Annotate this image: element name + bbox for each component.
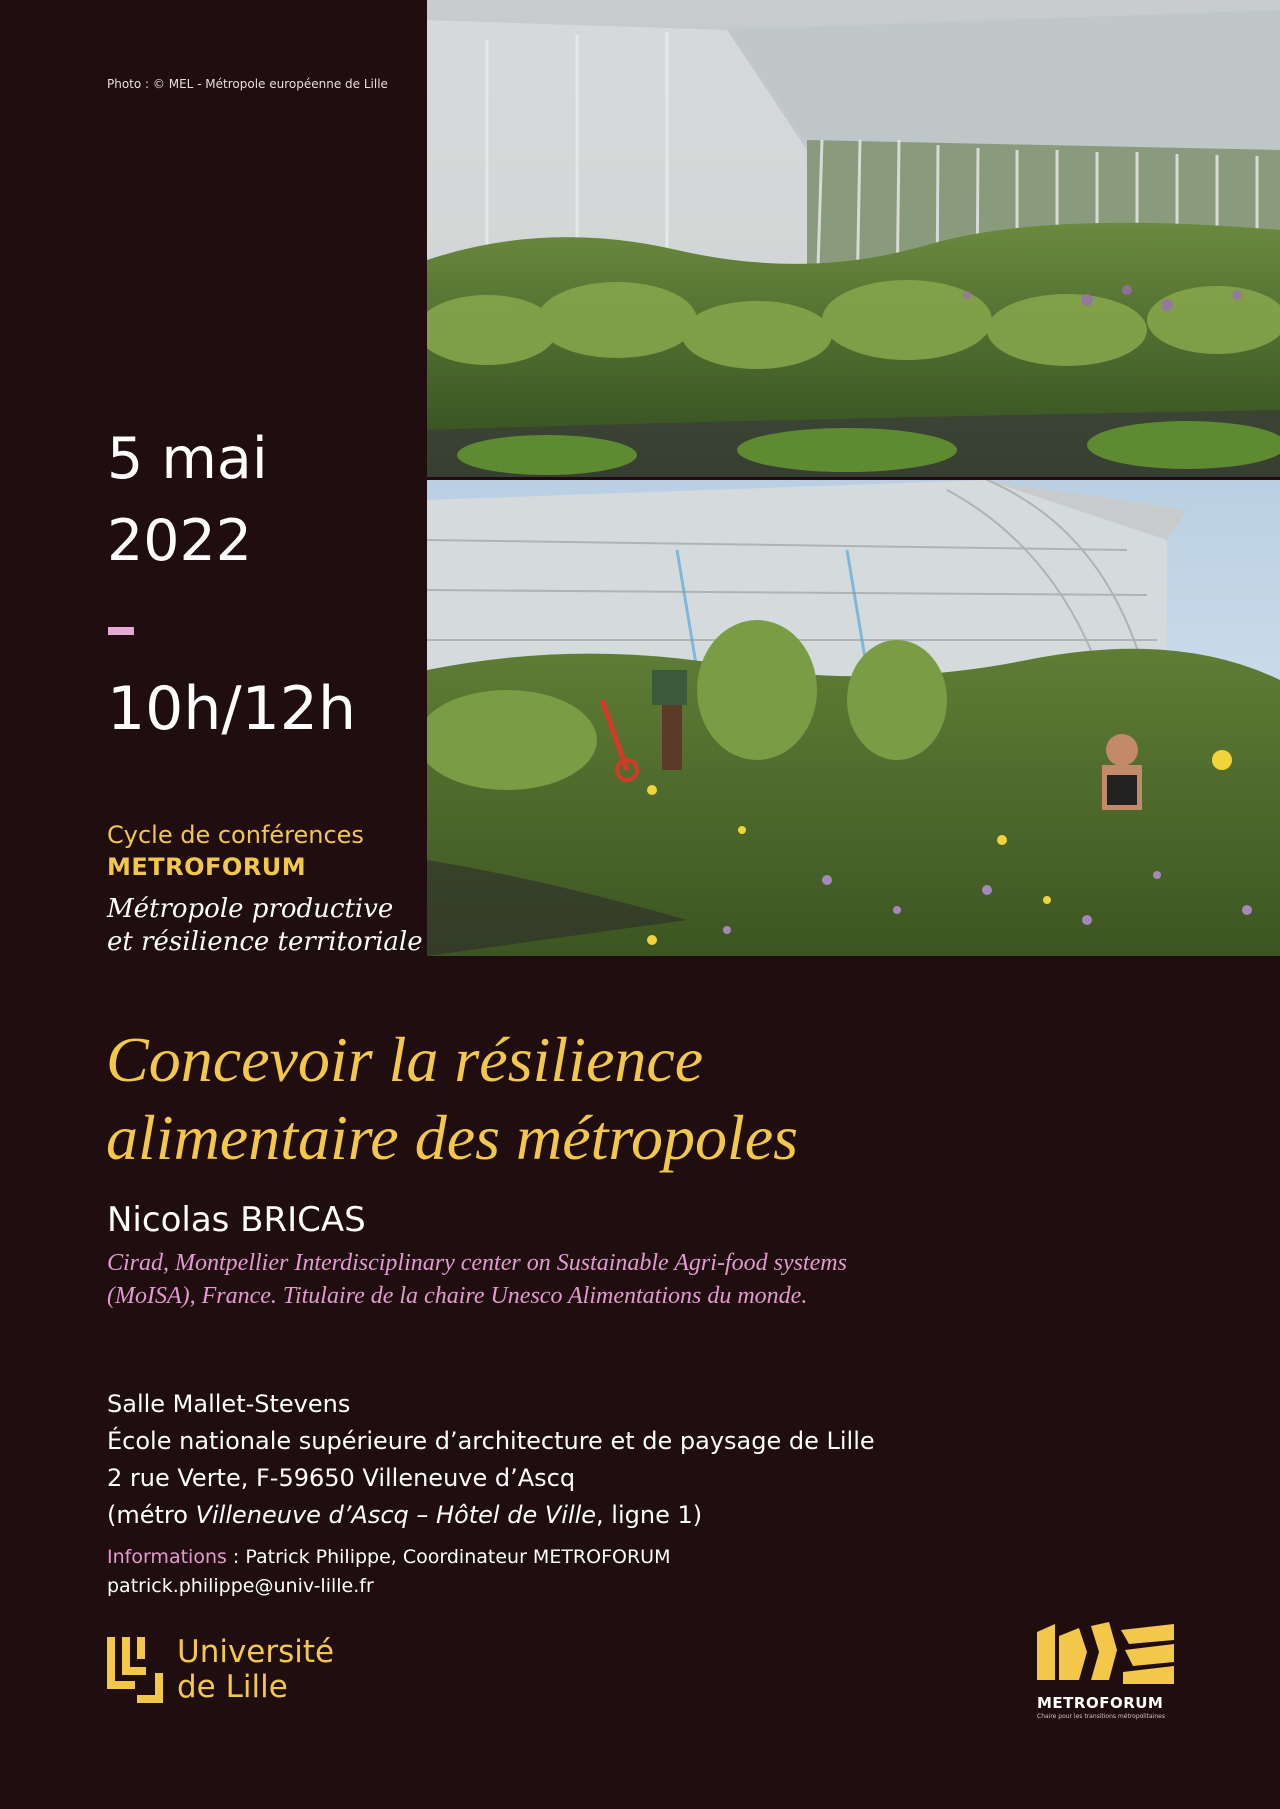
- lecture-title-line2: alimentaire des métropoles: [106, 1102, 799, 1173]
- greenhouse-photo-top: [427, 0, 1280, 477]
- event-day: 5 mai: [107, 426, 268, 492]
- contact-info: [107, 1543, 670, 1601]
- info-contact: : Patrick Philippe, Coordinateur METROFORUM: [226, 1546, 671, 1568]
- affiliation-line2: (MoISA), France. Titulaire de la chaire Unesco Alimentations du monde.: [107, 1283, 808, 1309]
- event-year: 2022: [107, 508, 253, 574]
- venue-address: 2 rue Verte, F-59650 Villeneuve d’Ascq: [107, 1464, 576, 1492]
- event-time: 10h/12h: [107, 674, 356, 744]
- venue-metro: (métro Villeneuve d’Ascq – Hôtel de Ville, ligne 1): [107, 1501, 703, 1529]
- cycle-label: Cycle de conférences: [107, 821, 364, 849]
- cycle-theme: [107, 893, 423, 959]
- event-date: [107, 418, 268, 582]
- univ-lille-logo-icon: [107, 1637, 163, 1703]
- metroforum-logo: [1037, 1622, 1177, 1720]
- universite-de-lille-logo: [107, 1635, 334, 1705]
- speaker-affiliation: [107, 1247, 1107, 1313]
- univ-name-line2: de Lille: [177, 1669, 288, 1705]
- metroforum-logo-icon: [1037, 1622, 1174, 1684]
- lecture-title: [106, 1021, 798, 1177]
- info-label: Informations: [107, 1546, 227, 1568]
- metroforum-name: METROFORUM: [1037, 1694, 1164, 1712]
- metro-station: Villeneuve d’Ascq – Hôtel de Ville: [195, 1501, 597, 1529]
- greenhouse-photo-bottom: [427, 480, 1280, 956]
- speaker-name: Nicolas BRICAS: [107, 1200, 366, 1240]
- cycle-name: METROFORUM: [107, 853, 307, 881]
- contact-email[interactable]: patrick.philippe@univ-lille.fr: [107, 1575, 374, 1597]
- metroforum-tagline: Chaire pour les transitions métropolitaines: [1037, 1713, 1165, 1720]
- lecture-title-line1: Concevoir la résilience: [106, 1024, 704, 1095]
- univ-name-line1: Université: [177, 1634, 335, 1670]
- venue: [107, 1386, 875, 1534]
- venue-school: École nationale supérieure d’architecture et de paysage de Lille: [107, 1427, 875, 1455]
- conference-cycle: [107, 819, 364, 883]
- affiliation-line1: Cirad, Montpellier Interdisciplinary center on Sustainable Agri-food systems: [107, 1250, 847, 1276]
- cycle-theme-line1: Métropole productive: [107, 894, 394, 924]
- photo-credit: Photo : © MEL - Métropole européenne de Lille: [107, 77, 388, 91]
- venue-room: Salle Mallet-Stevens: [107, 1390, 351, 1418]
- cycle-theme-line2: et résilience territoriale: [107, 927, 423, 957]
- date-separator: [108, 627, 134, 635]
